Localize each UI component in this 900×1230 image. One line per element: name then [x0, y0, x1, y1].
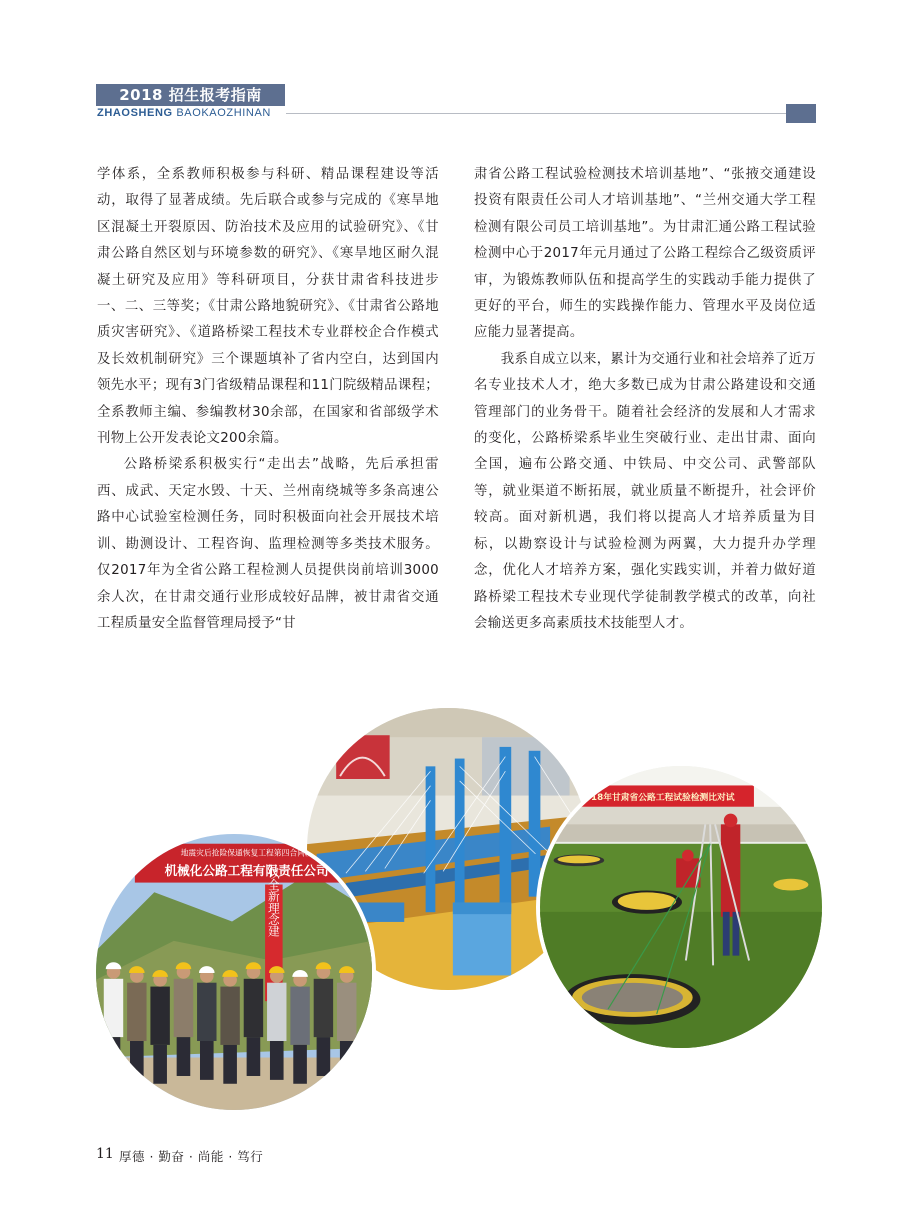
- magazine-section-title: 2018 招生报考指南: [96, 84, 285, 106]
- person-figure: [150, 987, 169, 1045]
- person-figure: [244, 979, 263, 1037]
- person-figure: [314, 979, 333, 1037]
- magazine-section-subtitle: [97, 107, 271, 119]
- person-figure: [127, 983, 146, 1041]
- photo-collage: [0, 680, 900, 1130]
- header-accent-block: [786, 104, 816, 123]
- person-legs: [223, 1045, 237, 1084]
- paragraph: 公路桥梁系积极实行“走出去”战略，先后承担雷西、成武、天定水毁、十天、兰州南绕城等多条高速公路中心试验室检测任务，同时积极面向社会开展技术培训、勘测设计、工程咨询、监理检测等多类技术服务。仅2017年为全省公路工程检测人员提供岗前培训3000余人次，在甘肃交通行业形成较好品牌，被甘肃省交通工程质量安全监督管理局授予“甘: [97, 457, 439, 631]
- banner-top-text: 地震灾后抢险保通恢复工程第四合同段: [180, 848, 313, 858]
- person-figure: [104, 979, 123, 1037]
- banner-main-text: 机械化公路工程有限责任公司: [164, 862, 329, 878]
- person-legs: [340, 1041, 354, 1080]
- group-photo: [92, 830, 376, 1114]
- paragraph: 学体系，全系教师积极参与科研、精品课程建设等活动，取得了显著成绩。先后联合或参与完成的《寒旱地区混凝土开裂原因、防治技术及应用的试验研究》、《甘肃公路自然区划与环境参数的研究》、《寒旱地区耐久混凝土研究及应用》等科研项目，分获甘肃省科技进步一、二、三等奖；《甘肃公路地貌研究》、《甘肃省公路地质灾害研究》、《道路桥梁工程技术专业群校企合作模式及长效机制研究》三个课题填补了省内空白，达到国内领先水平；现有3门省级精品课程和11门院级精品课程；全系教师主编、参编教材30余部，在国家和省部级学术刊物上公开发表论文200余篇。: [97, 167, 439, 447]
- person-legs: [293, 1045, 307, 1084]
- header-rule: [286, 113, 786, 114]
- text-column-right: [474, 162, 816, 637]
- person-figure: [197, 983, 216, 1041]
- person-figure: [267, 983, 286, 1041]
- survey-photo-image: [540, 766, 822, 1048]
- person-legs: [247, 1037, 261, 1076]
- person-figure: [174, 979, 193, 1037]
- paragraph: 我系自成立以来，累计为交通行业和社会培养了近万名专业技术人才，绝大多数已成为甘肃公路建设和交通管理部门的业务骨干。随着社会经济的发展和人才需求的变化，公路桥梁系毕业生突破行业、走出甘肃、面向全国，遍布公路交通、中铁局、中交公司、武警部队等，就业渠道不断拓展，就业质量不断提升，社会评价较高。面对新机遇，我们将以提高人才培养质量为目标，以勘察设计与试验检测为两翼，大力提升办学理念，优化人才培养方案，强化实践实训，并着力做好道路桥梁工程技术专业现代学徒制教学模式的改革，向社会输送更多高素质技术技能型人才。: [474, 351, 816, 631]
- banner-text: 2018年甘肃省公路工程试验检测比对试: [578, 793, 735, 804]
- person-legs: [317, 1037, 331, 1076]
- banner-side-text: 以全新理念建: [266, 867, 281, 938]
- survey-photo: [536, 762, 826, 1052]
- subtitle-bold: ZHAOSHENG: [97, 107, 173, 119]
- page-number: 11: [96, 1146, 114, 1162]
- person-legs: [270, 1041, 284, 1080]
- person-legs: [153, 1045, 167, 1084]
- person-figure: [337, 983, 356, 1041]
- paragraph: 肃省公路工程试验检测技术培训基地”、“张掖交通建设投资有限责任公司人才培训基地”、“兰州交通大学工程检测有限公司员工培训基地”。为甘肃汇通公路工程试验检测中心于2017年元月通过了公路工程综合乙级资质评审，为锻炼教师队伍和提高学生的实践动手能力提供了更好的平台，师生的实践操作能力、管理水平及岗位适应能力显著提高。: [474, 167, 816, 341]
- person-legs: [130, 1041, 144, 1080]
- person-figure: [220, 987, 239, 1045]
- group-photo-image: [96, 834, 372, 1110]
- footer-motto: 厚德 · 勤奋 · 尚能 · 笃行: [119, 1149, 264, 1164]
- person-figure: [290, 987, 309, 1045]
- person-legs: [200, 1041, 214, 1080]
- person-legs: [107, 1037, 121, 1076]
- subtitle-rest: BAOKAOZHINAN: [172, 107, 271, 119]
- person-legs: [177, 1037, 191, 1076]
- text-column-left: [97, 162, 439, 637]
